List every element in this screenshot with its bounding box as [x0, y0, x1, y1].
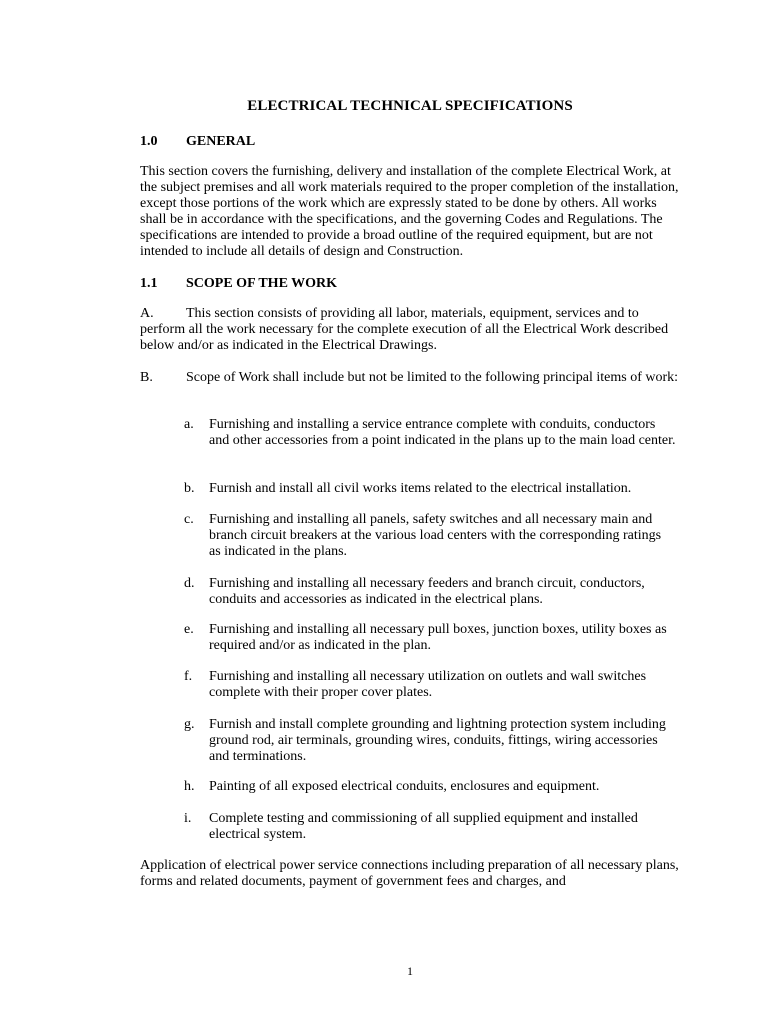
document-title: ELECTRICAL TECHNICAL SPECIFICATIONS — [247, 98, 573, 114]
closing-paragraph: Application of electrical power service connections including preparation of all necessary plans, forms and related documents, payment of government fees and charges, and — [140, 858, 679, 889]
list-item — [184, 481, 676, 497]
paragraph-text: Scope of Work shall include but not be limited to the following principal items of work: — [186, 370, 679, 385]
list-item-text: Furnish and install all civil works items related to the electrical installation. — [209, 481, 632, 496]
list-item-text: Complete testing and commissioning of all supplied equipment and installed electrical system. — [209, 811, 638, 842]
section-title: SCOPE OF THE WORK — [186, 276, 338, 291]
scope-paragraph-a — [140, 306, 680, 354]
section-title: GENERAL — [186, 134, 256, 149]
list-item-letter: i. — [184, 811, 192, 826]
list-item-text: Furnish and install complete grounding and lightning protection system including ground rod, air terminals, grounding wires, conduits, fittings, wiring accessories and terminations. — [209, 717, 666, 764]
list-item-text: Painting of all exposed electrical conduits, enclosures and equipment. — [209, 779, 600, 794]
list-item-letter: h. — [184, 779, 195, 794]
list-item-letter: b. — [184, 481, 195, 496]
general-paragraph: This section covers the furnishing, delivery and installation of the complete Electrical Work, at the subject premises and all work materials required to the proper completion of the installation, except those portions of the work which are expressly stated to be done by others. All works shall be in accordance with the specifications, and the governing Codes and Regulations. The specifications are intended to provide a broad outline of the required equipment, but are not intended to include all details of design and Construction. — [140, 164, 679, 259]
list-item-letter: g. — [184, 717, 195, 732]
list-item — [184, 669, 676, 701]
section-heading-scope — [140, 276, 337, 292]
list-item-letter: a. — [184, 417, 194, 432]
list-item — [184, 811, 676, 843]
list-item — [184, 417, 676, 449]
page-number: 1 — [407, 964, 413, 978]
list-item-letter: c. — [184, 512, 194, 527]
list-item-letter: d. — [184, 576, 195, 591]
section-number: 1.1 — [140, 276, 158, 291]
list-item — [184, 576, 676, 608]
list-item — [184, 512, 676, 560]
list-item — [184, 717, 676, 765]
paragraph-text: This section consists of providing all labor, materials, equipment, services and to perform all the work necessary for the complete execution of all the Electrical Work described below and/or as indicated in the Electrical Drawings. — [140, 306, 669, 353]
section-number: 1.0 — [140, 134, 158, 149]
section-heading-general — [140, 134, 255, 150]
list-item-text: Furnishing and installing all necessary feeders and branch circuit, conductors, conduits and accessories as indicated in the electrical plans. — [209, 576, 645, 607]
paragraph-marker: B. — [140, 370, 153, 385]
list-item — [184, 622, 676, 654]
list-item-text: Furnishing and installing all necessary pull boxes, junction boxes, utility boxes as required and/or as indicated in the plan. — [209, 622, 667, 653]
list-item-text: Furnishing and installing a service entrance complete with conduits, conductors and other accessories from a point indicated in the plans up to the main load center. — [209, 417, 676, 448]
document-page — [140, 0, 680, 1024]
list-item-letter: e. — [184, 622, 194, 637]
list-item — [184, 779, 676, 795]
list-item-letter: f. — [184, 669, 193, 684]
list-item-text: Furnishing and installing all panels, safety switches and all necessary main and branch circuit breakers at the various load centers with the corresponding ratings as indicated in the plans. — [209, 512, 662, 559]
scope-paragraph-b — [140, 370, 680, 386]
paragraph-marker: A. — [140, 306, 154, 321]
list-item-text: Furnishing and installing all necessary utilization on outlets and wall switches complete with their proper cover plates. — [209, 669, 647, 700]
